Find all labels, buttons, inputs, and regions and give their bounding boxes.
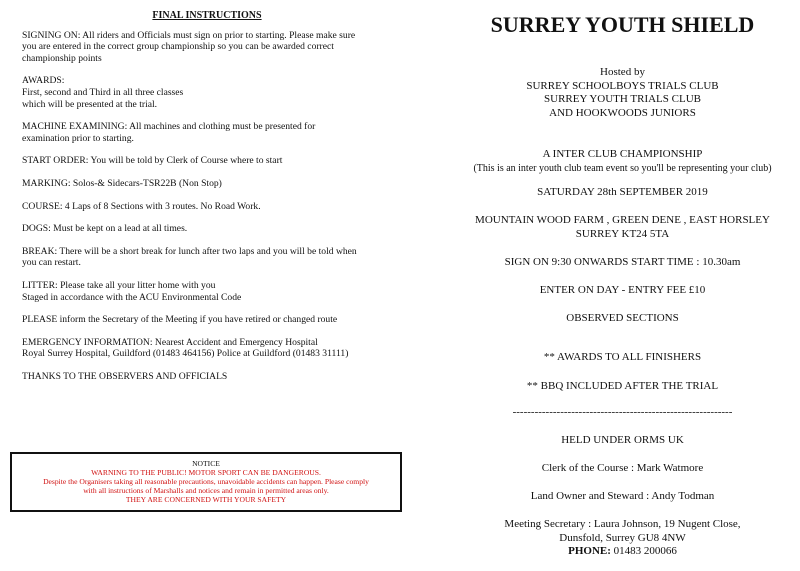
instruction-line: MARKING: Solos-& Sidecars-TSR22B (Non Stop)	[22, 177, 222, 189]
final-instructions-title: FINAL INSTRUCTIONS	[152, 10, 262, 21]
instruction-paragraph	[22, 246, 402, 269]
instruction-line: examination prior to starting.	[22, 132, 134, 144]
instruction-paragraph	[22, 337, 402, 360]
instruction-paragraph	[22, 201, 402, 213]
hosted-by-label: Hosted by	[600, 66, 645, 78]
phone-number: 01483 200066	[610, 545, 677, 557]
venue-line: MOUNTAIN WOOD FARM , GREEN DENE , EAST HORSLEY	[475, 214, 770, 226]
instruction-paragraph	[22, 75, 402, 110]
instruction-line: Royal Surrey Hospital, Guildford (01483 464156) Police at Guildford (01483 31111)	[22, 348, 349, 360]
instruction-line: START ORDER: You will be told by Clerk of Course where to start	[22, 155, 283, 167]
observed-sections: OBSERVED SECTIONS	[566, 312, 679, 324]
instruction-paragraph	[22, 371, 402, 383]
hosts-block	[445, 66, 800, 120]
host-club: SURREY SCHOOLBOYS TRIALS CLUB	[526, 79, 719, 92]
notice-safety: THEY ARE CONCERNED WITH YOUR SAFETY	[125, 495, 287, 504]
divider-line: ------------------------------------------------------------	[512, 406, 733, 418]
instruction-line: THANKS TO THE OBSERVERS AND OFFICIALS	[22, 370, 228, 382]
instruction-paragraph	[22, 121, 402, 144]
clerk-of-course: Clerk of the Course : Mark Watmore	[541, 462, 704, 474]
instruction-paragraph	[22, 280, 402, 303]
instruction-paragraph	[22, 223, 402, 235]
notice-warning: WARNING TO THE PUBLIC! MOTOR SPORT CAN BE DANGEROUS.	[91, 468, 321, 477]
instruction-line: LITTER: Please take all your litter home with you	[22, 279, 216, 291]
instruction-line: SIGNING ON: All riders and Officials must sign on prior to starting. Please make sure	[22, 29, 356, 41]
entry-fee: ENTER ON DAY - ENTRY FEE £10	[539, 284, 706, 296]
instruction-paragraph	[22, 314, 402, 326]
instruction-line: COURSE: 4 Laps of 8 Sections with 3 routes. No Road Work.	[22, 200, 261, 212]
instruction-line: MACHINE EXAMINING: All machines and clothing must be presented for	[22, 121, 316, 133]
sign-on-times: SIGN ON 9:30 ONWARDS START TIME : 10.30am	[504, 256, 741, 268]
land-owner: Land Owner and Steward : Andy Todman	[530, 490, 715, 502]
instruction-paragraph	[22, 155, 402, 167]
instruction-line: you can restart.	[22, 257, 81, 269]
instruction-line: First, second and Third in all three classes	[22, 86, 184, 98]
instruction-line: PLEASE inform the Secretary of the Meeting if you have retired or changed route	[22, 314, 338, 326]
instruction-line: EMERGENCY INFORMATION: Nearest Accident and Emergency Hospital	[22, 336, 318, 348]
instruction-line: which will be presented at the trial.	[22, 98, 158, 110]
venue-line: SURREY KT24 5TA	[575, 227, 670, 240]
notice-line: Despite the Organisers taking all reasonable precautions, unavoidable accidents can happen. Please comply	[43, 477, 369, 486]
secretary-line: Dunsfold, Surrey GU8 4NW	[559, 531, 686, 544]
instruction-line: you are entered in the correct group championship so you can be awarded correct	[22, 41, 334, 53]
host-club: SURREY YOUTH TRIALS CLUB	[544, 93, 701, 105]
instruction-line: championship points	[22, 52, 102, 64]
phone-label: PHONE:	[568, 545, 611, 557]
venue-block	[445, 214, 800, 241]
held-under: HELD UNDER ORMS UK	[561, 434, 684, 446]
final-instructions-panel	[22, 10, 402, 393]
championship-note: (This is an inter youth club team event so you'll be representing your club)	[473, 162, 772, 174]
instruction-paragraph	[22, 178, 402, 190]
instruction-line: AWARDS:	[22, 75, 65, 87]
event-date: SATURDAY 28th SEPTEMBER 2019	[537, 186, 708, 198]
host-club: AND HOOKWOODS JUNIORS	[549, 106, 696, 119]
instruction-line: DOGS: Must be kept on a lead at all times.	[22, 223, 188, 235]
instruction-line: BREAK: There will be a short break for lunch after two laps and you will be told when	[22, 245, 357, 257]
bbq-note: ** BBQ INCLUDED AFTER THE TRIAL	[526, 380, 719, 392]
notice-line: with all instructions of Marshalls and notices and remain in permitted areas only.	[83, 486, 329, 495]
awards-note: ** AWARDS TO ALL FINISHERS	[543, 351, 702, 363]
notice-heading: NOTICE	[192, 459, 220, 468]
safety-notice-box	[10, 452, 402, 512]
secretary-block	[445, 518, 800, 559]
secretary-line: Meeting Secretary : Laura Johnson, 19 Nugent Close,	[504, 518, 741, 530]
instructions-list	[22, 30, 402, 383]
championship-block	[445, 148, 800, 175]
instruction-paragraph	[22, 30, 402, 65]
event-title: SURREY YOUTH SHIELD	[490, 12, 755, 37]
instruction-line: Staged in accordance with the ACU Environmental Code	[22, 291, 242, 303]
championship-title: A INTER CLUB CHAMPIONSHIP	[542, 148, 703, 160]
phone-line	[445, 545, 800, 559]
